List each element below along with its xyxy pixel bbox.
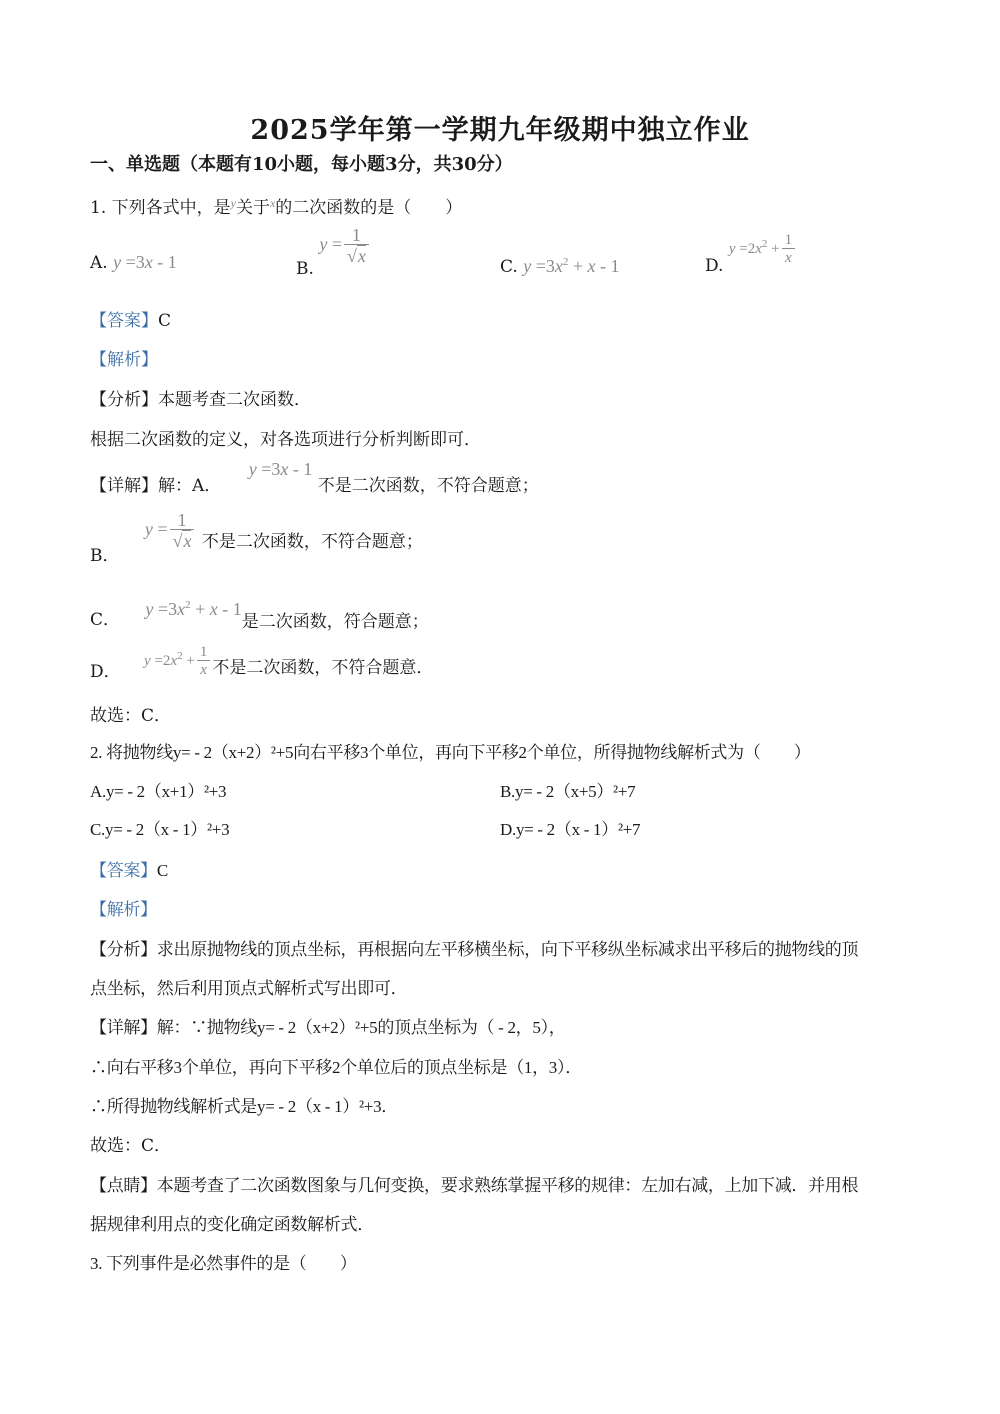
q1-option-c[interactable]: C. $y =3x^2 + x - 1$ — [500, 256, 620, 277]
q1-option-a-formula: y =3x - 1 — [113, 252, 177, 272]
q1-fenxi: 【分析】本题考查二次函数． — [90, 390, 311, 410]
q1-option-a[interactable]: A. y =3x - 1 — [90, 252, 177, 273]
q1-detail-b: B． y = $\frac{1}{√x}$ 不是二次函数，不符合题意； — [90, 510, 423, 566]
q1-analysis-tag: 【解析】 — [90, 350, 158, 370]
q2-fenxi-1: 【分析】求出原抛物线的顶点坐标，再根据向左平移横坐标，向下平移纵坐标减求出平移后的抛物线的顶 — [90, 940, 859, 959]
q1-detail-d: D． $y =2x^2$ + $\frac{1}{x}$ 不是二次函数，不符合题意． — [90, 644, 434, 682]
q1-fenxi-2: 根据二次函数的定义，对各选项进行分析判断即可． — [90, 430, 481, 450]
q2-option-d[interactable]: D.y= - 2（x - 1）²+7 — [500, 820, 641, 839]
q3-stem: 3. 下列事件是必然事件的是（ ） — [90, 1254, 357, 1273]
q1-option-c-formula: $y =3x^2 + x - 1$ — [523, 256, 620, 276]
q2-option-c[interactable]: C.y= - 2（x - 1）²+3 — [90, 820, 230, 839]
q1-answer: 【答案】C — [90, 311, 172, 331]
q2-option-b[interactable]: B.y= - 2（x+5）²+7 — [500, 782, 636, 801]
q1-option-d-formula: $y =2x^2$ + $\frac{1}{x}$ — [729, 241, 797, 257]
q2-fenxi-2: 点坐标，然后利用顶点式解析式写出即可． — [90, 979, 408, 998]
q2-analysis-tag: 【解析】 — [90, 900, 157, 919]
q2-answer: 【答案】C — [90, 861, 168, 880]
q2-stem: 2. 将抛物线y= - 2（x+2）²+5向右平移3个单位，再向下平移2个单位，所得抛物线解析式为（ ） — [90, 743, 811, 762]
q1-option-b[interactable]: B. y = $\frac{1}{√x}$ — [296, 226, 371, 265]
q2-comment-2: 据规律利用点的变化确定函数解析式． — [90, 1215, 374, 1234]
q2-detail-2: ∴向右平移3个单位，再向下平移2个单位后的顶点坐标是（1，3）． — [90, 1058, 582, 1077]
q1-stem: 1. 下列各式中，是$^y$关于$^x$的二次函数的是（ ） — [90, 196, 463, 218]
q2-conclusion: 故选：C． — [90, 1136, 172, 1156]
q2-detail-3: ∴所得抛物线解析式是y= - 2（x - 1）²+3． — [90, 1097, 398, 1116]
q2-comment-1: 【点睛】本题考查了二次函数图象与几何变换，要求熟练掌握平移的规律：左加右减，上加下减．并用根 — [90, 1176, 859, 1195]
q1-detail-a: 【详解】解：A． y =3x - 1 不是二次函数，不符合题意； — [90, 459, 539, 496]
document-title: 2025学年第一学期九年级期中独立作业 — [250, 115, 750, 146]
q2-option-a[interactable]: A.y= - 2（x+1）²+3 — [90, 782, 227, 801]
q1-option-d[interactable]: D. $y =2x^2$ + $\frac{1}{x}$ — [705, 232, 797, 266]
q1-option-b-formula: y = $\frac{1}{√x}$ — [319, 234, 371, 254]
section-heading: 一、单选题（本题有10小题，每小题3分，共30分） — [90, 154, 513, 175]
q1-conclusion: 故选：C． — [90, 706, 172, 726]
q1-detail-c: C． $y =3x^2 + x - 1$是二次函数，符合题意； — [90, 599, 429, 632]
q2-detail-1: 【详解】解：∵抛物线y= - 2（x+2）²+5的顶点坐标为（ - 2，5）， — [90, 1018, 566, 1037]
